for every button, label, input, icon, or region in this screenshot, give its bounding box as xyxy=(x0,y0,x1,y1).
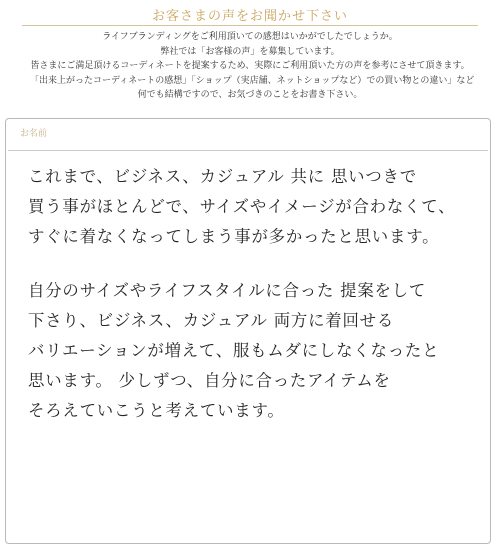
intro-line: 皆さまにご満足頂けるコーディネートを提案するため、実際にご利用頂いた方の声を参考にさせて頂きます。 xyxy=(30,61,470,71)
name-field-label: お名前 xyxy=(20,129,48,139)
intro-line: 弊社では「お客様の声」を募集しています。 xyxy=(160,46,340,57)
intro-line: 「出来上がったコーディネートの感想」「ショップ（実店舗、ネットショップなど）での買い物との違い」など xyxy=(30,75,475,86)
handwritten-line: 買う事がほとんどで、サイズやイメージが合わなくて、 xyxy=(28,197,456,216)
title-divider xyxy=(22,25,478,26)
handwritten-paragraph-2 xyxy=(28,276,478,426)
form-title: お客さまの声をお聞かせ下さい xyxy=(151,9,348,24)
handwritten-line: 下さり、ビジネス、カジュアル 両方に着回せる xyxy=(28,311,395,330)
name-field-rule xyxy=(8,150,488,151)
handwritten-line: すぐに着なくなってしまう事が多かったと思います。 xyxy=(28,227,440,246)
handwritten-line: 自分のサイズやライフスタイルに合った 提案をして xyxy=(28,281,427,300)
intro-text xyxy=(30,30,475,103)
intro-line: ライフブランディングをご利用頂いての感想はいかがでしたでしょうか。 xyxy=(102,32,398,42)
intro-line: 何でも結構ですので、お気づきのことをお書き下さい。 xyxy=(137,90,363,100)
handwritten-line: 思います。 少しずつ、自分に合ったアイテムを xyxy=(28,371,391,390)
handwritten-line: そろえていこうと考えています。 xyxy=(28,401,285,420)
handwritten-line: バリエーションが増えて、服もムダにしなくなったと xyxy=(28,341,440,360)
handwritten-line: これまで、ビジネス、カジュアル 共に 思いつきで xyxy=(28,167,417,186)
handwritten-paragraph-1 xyxy=(28,162,478,252)
